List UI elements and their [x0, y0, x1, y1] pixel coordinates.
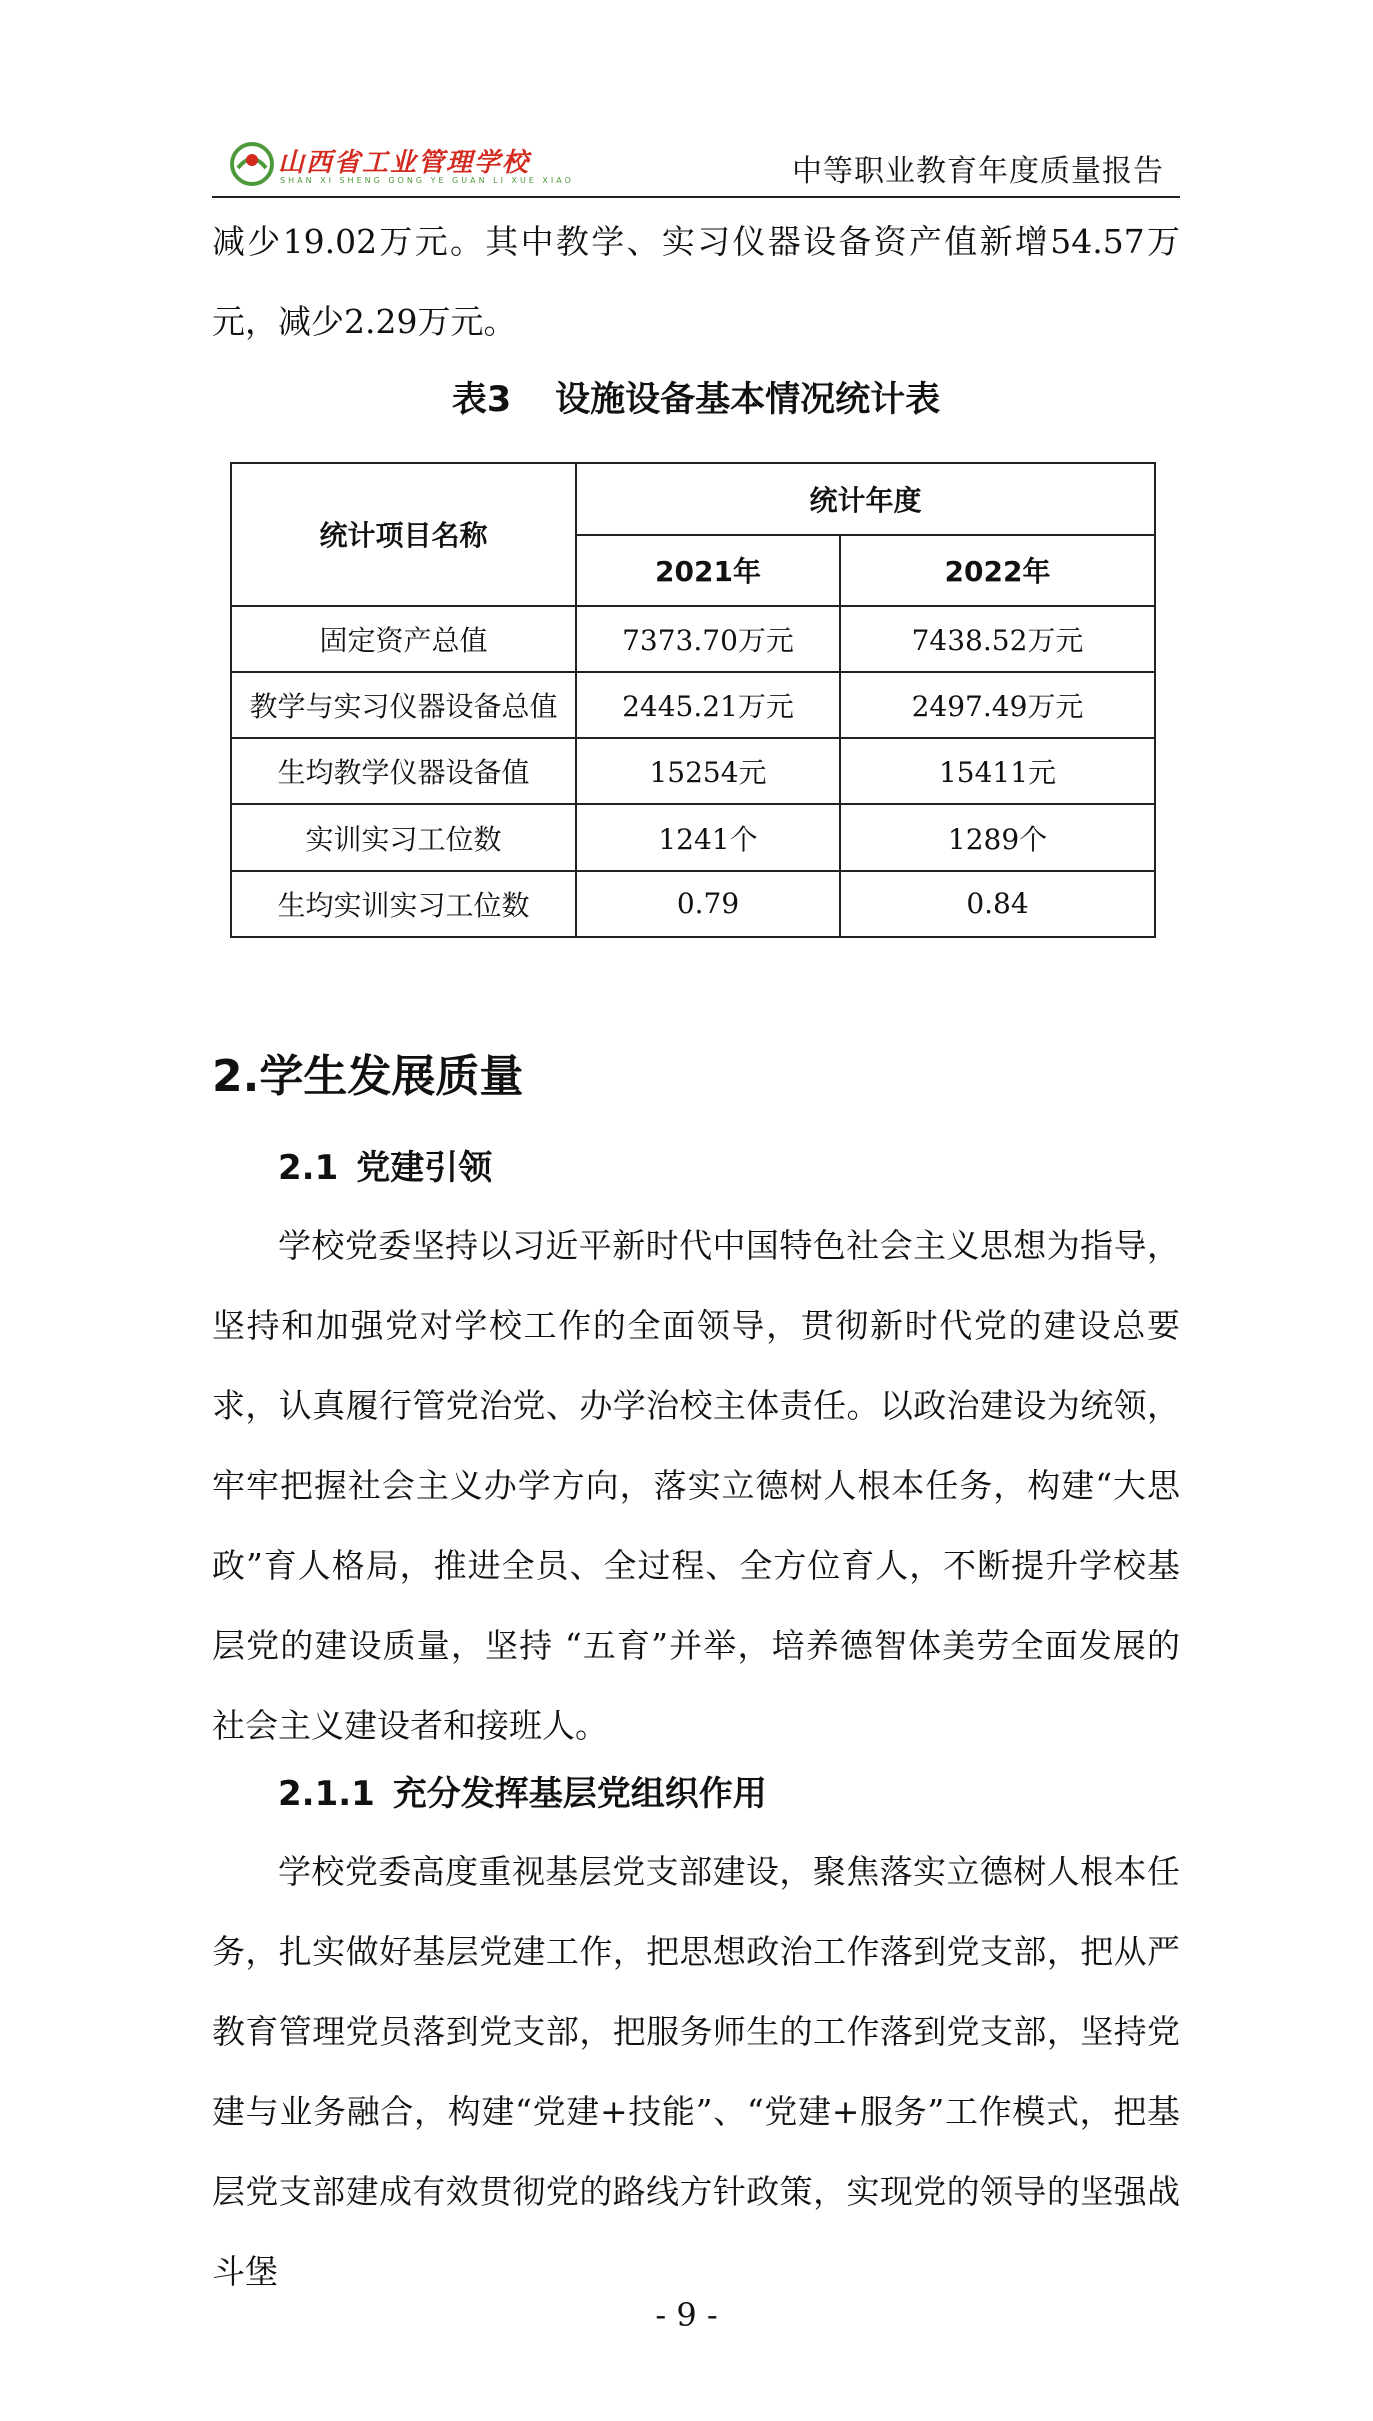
- table-row: [231, 738, 1155, 804]
- value-2022: 1289个: [840, 804, 1155, 870]
- table-row: [231, 804, 1155, 870]
- table-row: [231, 606, 1155, 672]
- year-header-2022: 2022年: [840, 535, 1155, 605]
- school-emblem-icon: [230, 142, 274, 186]
- subsection-title: 党建引领: [356, 1148, 493, 1188]
- page-number: - 9 -: [655, 2296, 718, 2334]
- row-name: 实训实习工位数: [231, 804, 576, 870]
- value-2021: 1241个: [576, 804, 840, 870]
- subsection-heading-2-1: [278, 1140, 492, 1189]
- row-header-cell: 统计项目名称: [231, 463, 576, 606]
- row-name: 生均教学仪器设备值: [231, 738, 576, 804]
- facilities-table: [230, 462, 1156, 938]
- subsection-heading-2-1-1: [278, 1766, 767, 1815]
- year-group-header: 统计年度: [576, 463, 1155, 535]
- value-2021: 0.79: [576, 871, 840, 937]
- school-pinyin: SHAN XI SHENG GONG YE GUAN LI XUE XIAO: [280, 176, 574, 185]
- subsection-number: 2.1.1: [278, 1774, 375, 1814]
- value-2022: 15411元: [840, 738, 1155, 804]
- subsection-title: 充分发挥基层党组织作用: [392, 1774, 767, 1814]
- value-2021: 2445.21万元: [576, 672, 840, 738]
- year-header-2021: 2021年: [576, 535, 840, 605]
- party-building-paragraph: 学校党委坚持以习近平新时代中国特色社会主义思想为指导，坚持和加强党对学校工作的全面领导，贯彻新时代党的建设总要求，认真履行管党治党、办学治校主体责任。以政治建设为统领，牢牢把握社会主义办学方向，落实立德树人根本任务，构建“大思政”育人格局，推进全员、全过程、全方位育人，不断提升学校基层党的建设质量，坚持 “五育”并举，培养德智体美劳全面发展的社会主义建设者和接班人。: [212, 1226, 1180, 1745]
- school-name: 山西省工业管理学校: [278, 148, 531, 178]
- table-caption-number: 表3: [451, 380, 512, 420]
- value-2021: 15254元: [576, 738, 840, 804]
- table-caption-title: 设施设备基本情况统计表: [555, 380, 941, 420]
- table-row: [231, 672, 1155, 738]
- table-caption: [212, 372, 1180, 422]
- grassroots-paragraph: 学校党委高度重视基层党支部建设，聚焦落实立德树人根本任务，扎实做好基层党建工作，把思想政治工作落到党支部，把从严教育管理党员落到党支部，把服务师生的工作落到党支部，坚持党建与业务融合，构建“党建+技能”、“党建+服务”工作模式，把基层党支部建成有效贯彻党的路线方针政策，实现党的领导的坚强战斗堡: [212, 1852, 1180, 2291]
- value-2022: 2497.49万元: [840, 672, 1155, 738]
- row-name: 教学与实习仪器设备总值: [231, 672, 576, 738]
- section-heading: 2.学生发展质量: [212, 1051, 524, 1102]
- row-name: 固定资产总值: [231, 606, 576, 672]
- page-header: [212, 124, 1180, 198]
- report-title: 中等职业教育年度质量报告: [792, 154, 1164, 189]
- value-2021: 7373.70万元: [576, 606, 840, 672]
- table-row: [231, 871, 1155, 937]
- value-2022: 0.84: [840, 871, 1155, 937]
- subsection-number: 2.1: [278, 1148, 339, 1188]
- value-2022: 7438.52万元: [840, 606, 1155, 672]
- row-name: 生均实训实习工位数: [231, 871, 576, 937]
- intro-paragraph: 减少19.02万元。其中教学、实习仪器设备资产值新增54.57万元，减少2.29万元。: [212, 222, 1180, 341]
- school-logo: [230, 136, 574, 192]
